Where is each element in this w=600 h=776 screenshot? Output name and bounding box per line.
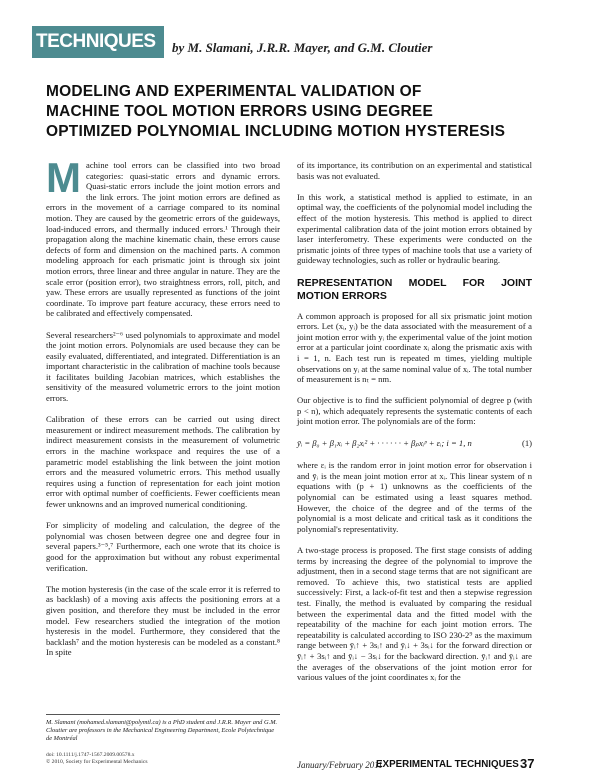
body-paragraph: The motion hysteresis (in the case of the scale error it is referred to as backlash) of a moving axis affects the positioning errors at a given position, and therefore they must be included in the error model. Few researchers studied the integration of the motion hysteresis in the model. Furthermore, they considered that the backlash⁷ and the motion hysteresis can be modeled as a constant.⁸ In spite — [46, 583, 280, 658]
title-line: OPTIMIZED POLYNOMIAL INCLUDING MOTION HYSTERESIS — [46, 123, 506, 140]
title-line: MACHINE TOOL MOTION ERRORS USING DEGREE — [46, 103, 434, 120]
section-badge: TECHNIQUES — [32, 26, 164, 58]
journal-name: EXPERIMENTAL TECHNIQUES — [376, 759, 519, 770]
equation-number: (1) — [521, 437, 532, 448]
authors-line: by M. Slamani, J.R.R. Mayer, and G.M. Cloutier — [172, 40, 433, 55]
issue-date: January/February 2011 — [297, 760, 383, 770]
drop-cap: M — [46, 154, 81, 201]
body-paragraph: For simplicity of modeling and calculation, the degree of the polynomial was chosen between degree one and degree four in several papers.³⁻⁵,⁷ Furthermore, each one wrote that its choice is good for the approximation but without any robust experimental verification. — [46, 520, 280, 573]
body-paragraph: A two-stage process is proposed. The first stage consists of adding terms by increasing the degree of the polynomial to improve the adjustment, then in a second stage terms that are not significant are removed. To achieve this, two statistical tests are applied successively: First, a lack-of-fit test and then a stepwise regression test. Finally, the method is evaluated by comparing the residual between the experimental data and the fitted model with the repeatability of the machine for each joint motion errors. The repeatability is calculated according to ISO 230-2⁹ as the maximum range between ȳᵢ↑ + 3sᵢ↑ and ȳᵢ↓ + 3sᵢ↓ for the forward direction or ȳᵢ↑ + 3sᵢ↑ and ȳᵢ↓ − 3sᵢ↓ for the backward direction. ȳᵢ↑ and ȳᵢ↓ are the averages of the observations of the joint motion error for various values of the joint coordinates xᵢ for the — [297, 545, 532, 683]
right-column — [297, 160, 532, 693]
page-number: 37 — [520, 756, 535, 771]
body-paragraph: A common approach is proposed for all six prismatic joint motion errors. Let (xᵢ, yᵢ) be the data associated with the measurement of a joint motion error with yᵢ the experimental value of the joint motion error at a particular joint coordinate xᵢ along the prismatic axis with i = 1, n. Each test run is repeated m times, yielding multiple observations on yᵢ at the same nominal value of xᵢ. The total number of measurement is nₜ = nm. — [297, 310, 532, 385]
equation-body: ȳᵢ = β₀ + β₁xᵢ + β₂xᵢ² + · · · · · · + βₚxᵢᵖ + εᵢ; i = 1, n — [297, 437, 472, 448]
doi-block — [46, 752, 148, 766]
body-paragraph: Our objective is to find the sufficient polynomial of degree p (with p < n), which adequately represents the systematic contents of each joint motion error. The polynomials are of the form: — [297, 395, 532, 427]
intro-text: achine tool errors can be classified into two broad categories: quasi-static errors and dynamic errors. Quasi-static errors include the joint motion errors and the link errors. The joint motion errors are defined as errors in the movement of a carriage compared to its nominal motion. They are caused by the geometric errors of the guideways, load-induced errors, and thermally induced errors.¹ Through their propagation along the machine kinematic chain, these errors cause defects of form and dimension on the machined parts. A common modeling approach for each prismatic joint is through six joint motion errors, three linear and three angular in nature. They are the scale error (position error), two straightness errors, roll, pitch, and yaw. These errors are usually represented as functions of the joint coordinate. To improve part feature accuracy, these errors need to be calibrated and effectively compensated. — [46, 160, 280, 319]
equation-1 — [297, 438, 532, 449]
title-line: MODELING AND EXPERIMENTAL VALIDATION OF — [46, 83, 422, 100]
left-column — [46, 154, 280, 669]
copyright-text: © 2010, Society for Experimental Mechanics — [46, 759, 148, 765]
body-paragraph: Several researchers²⁻⁶ used polynomials to approximate and model the joint motion errors. Polynomials are used because they can be easily evaluated, differentiated, and integrated. Differentiation is an important characteristic in the calibration of machine tools because it facilitates building Jacobian matrices, which establishes the sensitivity of the measured volumetric errors to the joint motion errors. — [46, 329, 280, 404]
body-paragraph: Calibration of these errors can be carried out using direct measurement or indirect measurement methods. The calibration by indirect measurement consists in the measurement of volumetric errors in the machine workspace and requires the use of a parametric model establishing the link between the joint motion errors and the measured volumetric errors. This method usually requires using a function of representation for each joint motion error with optimal number of coefficients. Fewer coefficients mean fewer unknowns and an improved numerical conditioning. — [46, 414, 280, 509]
section-heading: REPRESENTATION MODEL FOR JOINT MOTION ERRORS — [297, 276, 532, 302]
body-paragraph: In this work, a statistical method is applied to estimate, in an optimal way, the coefficients of the polynomial model including the effect of the motion hysteresis. This method is applied to direct experimental calibration data of the joint motion errors obtained by laser interferometry. These experiments were conducted on the prismatic joints of three types of machine tools that use a variety of guideway technologies, such as roller or hydraulic bearing. — [297, 191, 532, 266]
author-footnote: M. Slamani (mohamed.slamani@polymtl.ca) is a PhD student and J.R.R. Mayer and G.M. Cloutier are professors in the Mechanical Engineering Department, Ecole Polytechnique de Montréal — [46, 714, 280, 743]
body-paragraph: where εᵢ is the random error in joint motion error for observation i and ȳᵢ is the mean joint motion error at xᵢ. This linear system of n equations with (p + 1) unknowns as the coefficients of the polynomial can be estimated using a least squares method. However, the choice of the degree and of the terms of the polynomial is a most delicate and critical task as it conditions the polynomial's representativity. — [297, 460, 532, 534]
doi-text: doi: 10.1111/j.1747-1567.2009.00578.x — [46, 752, 135, 758]
intro-paragraph — [46, 154, 280, 319]
body-paragraph: of its importance, its contribution on an experimental and statistical basis was not evaluated. — [297, 160, 532, 181]
article-title — [46, 82, 556, 142]
